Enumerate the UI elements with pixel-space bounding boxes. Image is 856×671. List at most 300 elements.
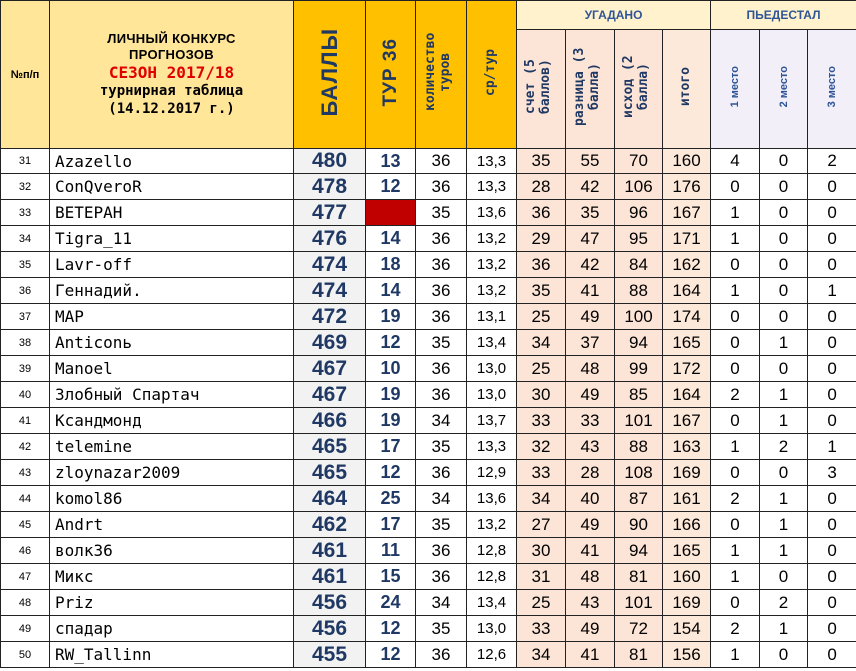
header-round: ТУР 36: [366, 1, 416, 149]
goal-diff-cell: 49: [566, 304, 615, 330]
points-cell: 465: [294, 434, 366, 460]
goal-diff-cell: 37: [566, 330, 615, 356]
round-points-cell: 18: [366, 252, 416, 278]
first-places-cell: 1: [711, 278, 760, 304]
outcome-cell: 106: [615, 174, 663, 200]
row-num-cell: 33: [1, 200, 50, 226]
rounds-count-cell: 36: [416, 174, 467, 200]
round-points-cell: 12: [366, 330, 416, 356]
table-row: [1, 174, 856, 200]
points-cell: 461: [294, 564, 366, 590]
third-places-cell: 0: [808, 356, 856, 382]
second-places-cell: 1: [760, 512, 808, 538]
guessed-total-cell: 166: [663, 512, 711, 538]
player-name-cell: Manoel: [50, 356, 294, 382]
points-cell: 474: [294, 252, 366, 278]
exact-score-cell: 36: [517, 252, 566, 278]
goal-diff-cell: 41: [566, 278, 615, 304]
header-total: итого: [663, 30, 711, 149]
avg-per-round-cell: 13,4: [467, 330, 517, 356]
avg-per-round-cell: 13,2: [467, 226, 517, 252]
first-places-cell: 0: [711, 512, 760, 538]
contest-title: ЛИЧНЫЙ КОНКУРС: [107, 30, 236, 46]
first-places-cell: 1: [711, 642, 760, 668]
third-places-cell: 0: [808, 564, 856, 590]
second-places-cell: 0: [760, 564, 808, 590]
outcome-cell: 94: [615, 330, 663, 356]
second-places-cell: 0: [760, 304, 808, 330]
first-places-cell: 2: [711, 486, 760, 512]
header-second-place: 2 место: [760, 30, 808, 149]
rounds-count-cell: 36: [416, 382, 467, 408]
points-cell: 455: [294, 642, 366, 668]
table-row: [1, 590, 856, 616]
header-exact-score: счет (5 баллов): [517, 30, 566, 149]
goal-diff-cell: 33: [566, 408, 615, 434]
player-name-cell: zloynazar2009: [50, 460, 294, 486]
outcome-cell: 84: [615, 252, 663, 278]
round-points-cell: 24: [366, 590, 416, 616]
row-num-cell: 36: [1, 278, 50, 304]
round-points-cell: 12: [366, 616, 416, 642]
player-name-cell: Tigra_11: [50, 226, 294, 252]
player-name-cell: спадар: [50, 616, 294, 642]
third-places-cell: 0: [808, 538, 856, 564]
third-places-cell: 0: [808, 330, 856, 356]
first-places-cell: 0: [711, 590, 760, 616]
table-row: [1, 538, 856, 564]
player-name-cell: Ксандмонд: [50, 408, 294, 434]
outcome-cell: 101: [615, 590, 663, 616]
third-places-cell: 0: [808, 408, 856, 434]
avg-per-round-cell: 13,3: [467, 174, 517, 200]
rounds-count-cell: 34: [416, 486, 467, 512]
player-name-cell: Геннадий.: [50, 278, 294, 304]
third-places-cell: 2: [808, 149, 856, 174]
round-points-cell: 25: [366, 486, 416, 512]
second-places-cell: 1: [760, 408, 808, 434]
avg-per-round-cell: 13,2: [467, 278, 517, 304]
avg-per-round-cell: 13,0: [467, 356, 517, 382]
points-cell: 480: [294, 149, 366, 174]
round-points-cell: 13: [366, 149, 416, 174]
row-num-cell: 31: [1, 149, 50, 174]
third-places-cell: 1: [808, 278, 856, 304]
third-places-cell: 0: [808, 226, 856, 252]
avg-per-round-cell: 13,4: [467, 590, 517, 616]
points-cell: 465: [294, 460, 366, 486]
guessed-total-cell: 165: [663, 330, 711, 356]
avg-per-round-cell: 12,8: [467, 564, 517, 590]
table-row: [1, 226, 856, 252]
round-points-cell: 19: [366, 382, 416, 408]
goal-diff-cell: 28: [566, 460, 615, 486]
rounds-count-cell: 35: [416, 330, 467, 356]
table-row: [1, 278, 856, 304]
points-cell: 474: [294, 278, 366, 304]
points-cell: 476: [294, 226, 366, 252]
second-places-cell: 1: [760, 382, 808, 408]
points-cell: 456: [294, 616, 366, 642]
second-places-cell: 2: [760, 434, 808, 460]
avg-per-round-cell: 12,9: [467, 460, 517, 486]
exact-score-cell: 27: [517, 512, 566, 538]
outcome-cell: 99: [615, 356, 663, 382]
guessed-total-cell: 163: [663, 434, 711, 460]
table-row: [1, 382, 856, 408]
second-places-cell: 0: [760, 174, 808, 200]
round-points-cell: 17: [366, 434, 416, 460]
avg-per-round-cell: 13,7: [467, 408, 517, 434]
contest-title-2: ПРОГНОЗОВ: [129, 47, 214, 62]
header-rounds-count: количество туров: [416, 1, 467, 149]
row-num-cell: 34: [1, 226, 50, 252]
first-places-cell: 0: [711, 304, 760, 330]
player-name-cell: RW_Tallinn: [50, 642, 294, 668]
outcome-cell: 87: [615, 486, 663, 512]
table-row: [1, 356, 856, 382]
round-points-cell: [366, 200, 416, 226]
guessed-total-cell: 174: [663, 304, 711, 330]
guessed-total-cell: 160: [663, 149, 711, 174]
second-places-cell: 0: [760, 460, 808, 486]
rounds-count-cell: 35: [416, 616, 467, 642]
rounds-count-cell: 34: [416, 590, 467, 616]
row-num-cell: 46: [1, 538, 50, 564]
player-name-cell: Andrt: [50, 512, 294, 538]
round-points-cell: 19: [366, 408, 416, 434]
round-points-cell: 12: [366, 642, 416, 668]
first-places-cell: 2: [711, 382, 760, 408]
table-row: [1, 408, 856, 434]
rounds-count-cell: 36: [416, 304, 467, 330]
first-places-cell: 0: [711, 330, 760, 356]
table-row: [1, 149, 856, 174]
avg-per-round-cell: 13,1: [467, 304, 517, 330]
player-name-cell: ConQveroR: [50, 174, 294, 200]
second-places-cell: 1: [760, 330, 808, 356]
exact-score-cell: 33: [517, 460, 566, 486]
table-date: (14.12.2017 г.): [108, 100, 235, 117]
guessed-total-cell: 165: [663, 538, 711, 564]
avg-per-round-cell: 12,8: [467, 538, 517, 564]
outcome-cell: 101: [615, 408, 663, 434]
rounds-count-cell: 35: [416, 512, 467, 538]
avg-per-round-cell: 13,6: [467, 200, 517, 226]
rounds-count-cell: 34: [416, 408, 467, 434]
table-row: [1, 200, 856, 226]
first-places-cell: 1: [711, 434, 760, 460]
row-num-cell: 35: [1, 252, 50, 278]
second-places-cell: 1: [760, 486, 808, 512]
second-places-cell: 0: [760, 149, 808, 174]
row-num-cell: 38: [1, 330, 50, 356]
player-name-cell: Priz: [50, 590, 294, 616]
outcome-cell: 88: [615, 278, 663, 304]
goal-diff-cell: 41: [566, 642, 615, 668]
header-avg: ср/тур: [467, 1, 517, 149]
first-places-cell: 0: [711, 460, 760, 486]
exact-score-cell: 29: [517, 226, 566, 252]
row-num-cell: 48: [1, 590, 50, 616]
guessed-total-cell: 167: [663, 408, 711, 434]
points-cell: 464: [294, 486, 366, 512]
points-cell: 461: [294, 538, 366, 564]
rounds-count-cell: 36: [416, 252, 467, 278]
guessed-total-cell: 156: [663, 642, 711, 668]
goal-diff-cell: 43: [566, 590, 615, 616]
rounds-count-cell: 35: [416, 200, 467, 226]
third-places-cell: 0: [808, 174, 856, 200]
goal-diff-cell: 43: [566, 434, 615, 460]
header-first-place: 1 место: [711, 30, 760, 149]
outcome-cell: 81: [615, 564, 663, 590]
rounds-count-cell: 36: [416, 149, 467, 174]
points-cell: 472: [294, 304, 366, 330]
round-points-cell: 10: [366, 356, 416, 382]
goal-diff-cell: 48: [566, 356, 615, 382]
goal-diff-cell: 48: [566, 564, 615, 590]
second-places-cell: 0: [760, 278, 808, 304]
first-places-cell: 0: [711, 252, 760, 278]
first-places-cell: 1: [711, 200, 760, 226]
points-cell: 477: [294, 200, 366, 226]
rounds-count-cell: 36: [416, 564, 467, 590]
exact-score-cell: 35: [517, 278, 566, 304]
exact-score-cell: 33: [517, 616, 566, 642]
round-points-cell: 12: [366, 460, 416, 486]
round-points-cell: 17: [366, 512, 416, 538]
guessed-total-cell: 154: [663, 616, 711, 642]
guessed-total-cell: 162: [663, 252, 711, 278]
player-name-cell: волк36: [50, 538, 294, 564]
avg-per-round-cell: 12,6: [467, 642, 517, 668]
goal-diff-cell: 42: [566, 252, 615, 278]
points-cell: 469: [294, 330, 366, 356]
row-num-cell: 43: [1, 460, 50, 486]
goal-diff-cell: 42: [566, 174, 615, 200]
table-row: [1, 564, 856, 590]
third-places-cell: 3: [808, 460, 856, 486]
rounds-count-cell: 35: [416, 434, 467, 460]
first-places-cell: 1: [711, 226, 760, 252]
row-num-cell: 42: [1, 434, 50, 460]
exact-score-cell: 33: [517, 408, 566, 434]
header-third-place: 3 место: [808, 30, 856, 149]
goal-diff-cell: 41: [566, 538, 615, 564]
table-row: [1, 460, 856, 486]
second-places-cell: 2: [760, 590, 808, 616]
points-cell: 456: [294, 590, 366, 616]
second-places-cell: 0: [760, 642, 808, 668]
table-row: [1, 512, 856, 538]
exact-score-cell: 34: [517, 642, 566, 668]
first-places-cell: 2: [711, 616, 760, 642]
rounds-count-cell: 36: [416, 642, 467, 668]
avg-per-round-cell: 13,3: [467, 149, 517, 174]
header-podium-group: ПЬЕДЕСТАЛ: [711, 1, 856, 30]
season-label: СЕЗОН 2017/18: [108, 63, 235, 83]
table-row: [1, 642, 856, 668]
goal-diff-cell: 47: [566, 226, 615, 252]
header-guessed-group: УГАДАНО: [517, 1, 711, 30]
header-points: БАЛЛЫ: [294, 1, 366, 149]
third-places-cell: 0: [808, 252, 856, 278]
table-row: [1, 330, 856, 356]
row-num-cell: 49: [1, 616, 50, 642]
guessed-total-cell: 172: [663, 356, 711, 382]
exact-score-cell: 25: [517, 590, 566, 616]
guessed-total-cell: 160: [663, 564, 711, 590]
row-num-cell: 39: [1, 356, 50, 382]
standings-rows: [1, 149, 856, 668]
first-places-cell: 0: [711, 174, 760, 200]
guessed-total-cell: 171: [663, 226, 711, 252]
second-places-cell: 1: [760, 538, 808, 564]
points-cell: 466: [294, 408, 366, 434]
first-places-cell: 1: [711, 538, 760, 564]
exact-score-cell: 35: [517, 149, 566, 174]
goal-diff-cell: 55: [566, 149, 615, 174]
second-places-cell: 0: [760, 356, 808, 382]
guessed-total-cell: 169: [663, 460, 711, 486]
third-places-cell: 0: [808, 382, 856, 408]
exact-score-cell: 36: [517, 200, 566, 226]
header-outcome: исход (2 балла): [615, 30, 663, 149]
outcome-cell: 81: [615, 642, 663, 668]
first-places-cell: 4: [711, 149, 760, 174]
third-places-cell: 0: [808, 486, 856, 512]
round-points-cell: 14: [366, 278, 416, 304]
guessed-total-cell: 169: [663, 590, 711, 616]
second-places-cell: 0: [760, 252, 808, 278]
round-points-cell: 12: [366, 174, 416, 200]
third-places-cell: 0: [808, 512, 856, 538]
goal-diff-cell: 49: [566, 616, 615, 642]
player-name-cell: Микс: [50, 564, 294, 590]
rounds-count-cell: 36: [416, 356, 467, 382]
player-name-cell: telemine: [50, 434, 294, 460]
row-num-cell: 44: [1, 486, 50, 512]
table-row: [1, 434, 856, 460]
goal-diff-cell: 35: [566, 200, 615, 226]
exact-score-cell: 28: [517, 174, 566, 200]
first-places-cell: 0: [711, 408, 760, 434]
exact-score-cell: 25: [517, 356, 566, 382]
second-places-cell: 0: [760, 200, 808, 226]
avg-per-round-cell: 13,2: [467, 252, 517, 278]
outcome-cell: 108: [615, 460, 663, 486]
exact-score-cell: 30: [517, 538, 566, 564]
exact-score-cell: 34: [517, 330, 566, 356]
points-cell: 467: [294, 356, 366, 382]
third-places-cell: 1: [808, 434, 856, 460]
outcome-cell: 72: [615, 616, 663, 642]
first-places-cell: 1: [711, 564, 760, 590]
guessed-total-cell: 167: [663, 200, 711, 226]
points-cell: 462: [294, 512, 366, 538]
goal-diff-cell: 49: [566, 512, 615, 538]
guessed-total-cell: 164: [663, 382, 711, 408]
row-num-cell: 47: [1, 564, 50, 590]
avg-per-round-cell: 13,0: [467, 616, 517, 642]
goal-diff-cell: 49: [566, 382, 615, 408]
round-points-cell: 14: [366, 226, 416, 252]
second-places-cell: 0: [760, 226, 808, 252]
table-subtitle: турнирная таблица: [99, 83, 244, 100]
rounds-count-cell: 36: [416, 226, 467, 252]
header-num: №п/п: [1, 1, 50, 149]
row-num-cell: 45: [1, 512, 50, 538]
outcome-cell: 95: [615, 226, 663, 252]
first-places-cell: 0: [711, 356, 760, 382]
rounds-count-cell: 36: [416, 460, 467, 486]
points-cell: 478: [294, 174, 366, 200]
player-name-cell: Lavr-off: [50, 252, 294, 278]
round-points-cell: 11: [366, 538, 416, 564]
round-points-cell: 19: [366, 304, 416, 330]
rounds-count-cell: 36: [416, 278, 467, 304]
player-name-cell: МАР: [50, 304, 294, 330]
header-goal-diff: разница (3 балла): [566, 30, 615, 149]
avg-per-round-cell: 13,6: [467, 486, 517, 512]
outcome-cell: 100: [615, 304, 663, 330]
guessed-total-cell: 176: [663, 174, 711, 200]
row-num-cell: 37: [1, 304, 50, 330]
player-name-cell: Azazello: [50, 149, 294, 174]
outcome-cell: 70: [615, 149, 663, 174]
goal-diff-cell: 40: [566, 486, 615, 512]
row-num-cell: 40: [1, 382, 50, 408]
third-places-cell: 0: [808, 590, 856, 616]
third-places-cell: 0: [808, 616, 856, 642]
third-places-cell: 0: [808, 642, 856, 668]
outcome-cell: 88: [615, 434, 663, 460]
guessed-total-cell: 164: [663, 278, 711, 304]
row-num-cell: 50: [1, 642, 50, 668]
third-places-cell: 0: [808, 200, 856, 226]
table-row: [1, 486, 856, 512]
row-num-cell: 32: [1, 174, 50, 200]
table-row: [1, 616, 856, 642]
player-name-cell: komol86: [50, 486, 294, 512]
avg-per-round-cell: 13,3: [467, 434, 517, 460]
exact-score-cell: 34: [517, 486, 566, 512]
outcome-cell: 94: [615, 538, 663, 564]
avg-per-round-cell: 13,0: [467, 382, 517, 408]
header-title-block: [50, 1, 294, 149]
avg-per-round-cell: 13,2: [467, 512, 517, 538]
player-name-cell: Anticonь: [50, 330, 294, 356]
exact-score-cell: 25: [517, 304, 566, 330]
second-places-cell: 1: [760, 616, 808, 642]
outcome-cell: 85: [615, 382, 663, 408]
player-name-cell: ВЕТЕРАН: [50, 200, 294, 226]
rounds-count-cell: 36: [416, 538, 467, 564]
outcome-cell: 90: [615, 512, 663, 538]
table-row: [1, 304, 856, 330]
exact-score-cell: 32: [517, 434, 566, 460]
points-cell: 467: [294, 382, 366, 408]
third-places-cell: 0: [808, 304, 856, 330]
player-name-cell: Злобный Спартач: [50, 382, 294, 408]
table-row: [1, 252, 856, 278]
row-num-cell: 41: [1, 408, 50, 434]
exact-score-cell: 31: [517, 564, 566, 590]
outcome-cell: 96: [615, 200, 663, 226]
exact-score-cell: 30: [517, 382, 566, 408]
guessed-total-cell: 161: [663, 486, 711, 512]
